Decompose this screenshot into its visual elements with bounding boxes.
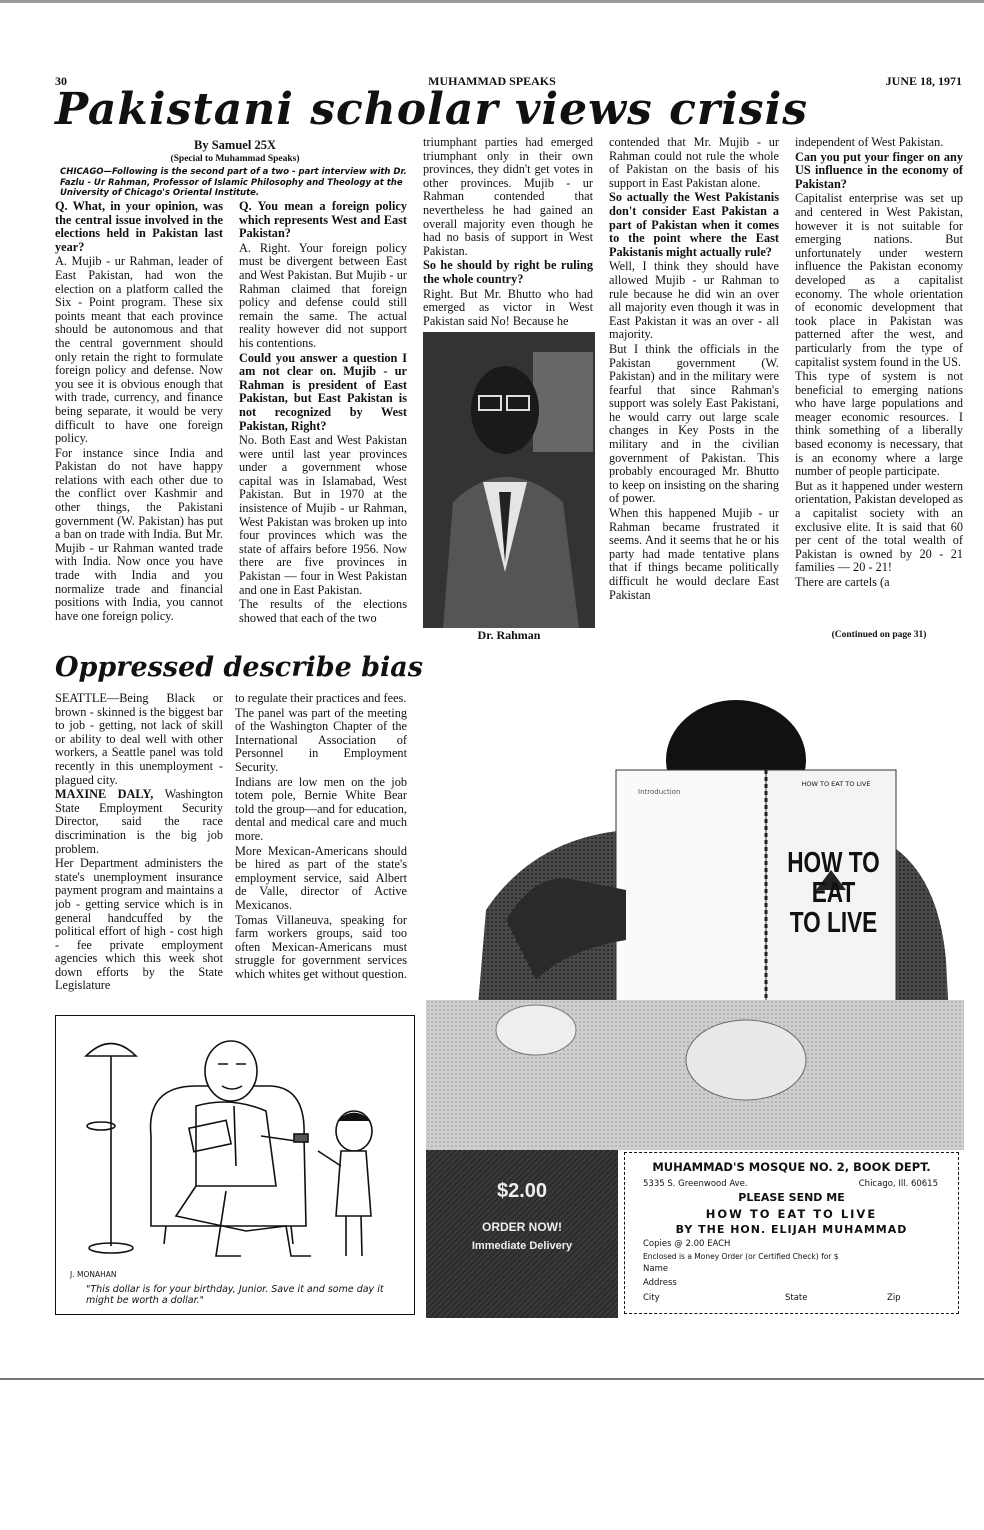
paragraph: Capitalist enterprise was set up and centered in West Pakistan, however it is not suitable for emerging nations. But unfortunately under western influence the Pakistan economy developed as a capitalist economy. The whole orientation of economic development that took place in Pakistan was patterned after the west, and particularly from the type of capitalist system found in the US. [795,191,963,369]
paragraph: SEATTLE—Being Black or brown - skinned is the biggest bar to job - getting, not lack of skill or ability to deal well with other workers, a Seattle panel was told recently in this unemployment - plagued city. [55,692,223,787]
coupon-copies: Copies @ 2.00 EACH [643,1239,731,1249]
coupon-enclosed: Enclosed is a Money Order (or Certified Check) for $ [643,1252,839,1261]
ad-illustration [426,680,964,1150]
paragraph: Tomas Villaneuva, speaking for farm workers groups, said too often Mexican-Americans must struggle for government services which whites get without question. [235,912,407,981]
cartoon-panel [55,1015,415,1315]
paragraph: to regulate their practices and fees. [235,692,407,705]
coupon-line3: BY THE HON. ELIJAH MUHAMMAD [675,1223,908,1236]
ad-photo [426,680,964,1150]
book-left-page-text: Introduction [638,788,681,796]
paragraph-text: Washington State Employment Security Director, said the race discrimination is the big job problem. [55,787,223,856]
paragraph: Q. What, in your opinion, was the central issue involved in the elections held in Pakistan last year? [55,200,223,254]
coupon-address: 5335 S. Greenwood Ave. [643,1179,748,1189]
article1-column-4 [609,136,779,642]
headline-oppressed-bias: Oppressed describe bias [55,652,424,683]
article-intro: CHICAGO—Following is the second part of a two - part interview with Dr. Fazlu - Ur Rahman, Professor of Islamic Philosophy and Theology at the University of Chicago's Oriental Institute. [60,167,407,198]
paragraph: The results of the elections showed that each of the two [239,597,407,625]
paragraph: A. Right. Your foreign policy must be divergent between East and West Pakistan. But Mujib - ur Rahman claimed that foreign policy and defense could still remain the same. The actual reality however did not support his contentions. [239,240,407,350]
paragraph: More Mexican-Americans should be hired as part of the state's employment service, said Albert de Valle, director of Active Mexicanos. [235,843,407,912]
paragraph: Right. But Mr. Bhutto who had emerged as victor in West Pakistan said No! Because he [423,286,593,328]
book-title-line: TO LIVE [789,907,878,939]
coupon-city-label: City [643,1293,660,1303]
scan-edge-top [0,0,984,3]
cartoon-signature: J. MONAHAN [70,1270,117,1279]
book-title [785,848,883,938]
byline-note: (Special to Muhammad Speaks) [170,154,300,164]
portrait-illustration [423,332,595,628]
page-number: 30 [55,74,67,88]
coupon-title: MUHAMMAD'S MOSQUE NO. 2, BOOK DEPT. [652,1160,931,1174]
paragraph: Q. You mean a foreign policy which represents West and East Pakistan? [239,200,407,241]
headline-pakistani-scholar: Pakistani scholar views crisis [55,84,809,135]
paragraph: So actually the West Pakistanis don't consider East Pakistan a part of Pakistan when it comes to the point where the East Pakistanis might actually rule? [609,190,779,259]
byline: By Samuel 25X [194,138,276,152]
continued-note: (Continued on page 31) [831,630,927,640]
issue-date: JUNE 18, 1971 [885,74,962,88]
coupon-city-state: Chicago, Ill. 60615 [858,1179,938,1189]
paragraph: Can you put your finger on any US influence in the economy of Pakistan? [795,149,963,191]
paragraph: triumphant parties had emerged triumphant only in their own provinces, they didn't get votes in other provinces. Mujib - ur Rahman contended that nevertheless he had gained an overall majority even though he had no basis of support in West Pakistan. [423,136,593,258]
book-title-line: EAT [811,877,856,909]
paragraph: Could you answer a question I am not clear on. Mujib - ur Rahman is president of East Pakistan, but East Pakistan is not recognized by West Pakistan, Right? [239,350,407,433]
paragraph: But as it happened under western orientation, Pakistan developed as a capitalist society with an exclusive elite. It is said that 60 per cent of the total wealth of Pakistan is owned by 20 - 21 families — 20 - 21! [795,478,963,575]
article2-column-1 [55,692,223,1008]
coupon-address-label: Address [643,1278,677,1288]
coupon-line1: PLEASE SEND ME [738,1191,845,1204]
lead-name: MAXINE DALY, [55,787,154,802]
cartoon-caption: "This dollar is for your birthday, Junior. Save it and some day it might be worth a dollar." [86,1284,384,1306]
coupon-zip-label: Zip [887,1293,901,1303]
paragraph [55,788,223,856]
paragraph: The panel was part of the meeting of the Washington Chapter of the International Association of Personnel in Employment Security. [235,705,407,774]
ad-delivery: Immediate Delivery [471,1240,573,1252]
paragraph: Well, I think they should have allowed Mujib - ur Rahman to rule because he did win an over all majority even though it was in East Pakistan it was an over - all majority. [609,259,779,342]
ad-price-panel [426,1150,618,1318]
article1-column-5 [795,136,963,626]
paragraph: When this happened Mujib - ur Rahman became frustrated it seems. And it seems that he or his party had made tentative plans that if things became politically difficult he would declare East Pakistan [609,506,779,602]
publication-name: MUHAMMAD SPEAKS [428,74,556,88]
coupon-name-label: Name [643,1264,669,1274]
paragraph: There are cartels (a [795,575,890,589]
book-title-line: HOW TO [787,847,880,879]
photo-caption: Dr. Rahman [477,628,541,642]
book-cover-top-text: HOW TO EAT TO LIVE [801,780,871,788]
coupon-line2: HOW TO EAT TO LIVE [705,1207,878,1221]
article1-column-3 [423,136,593,332]
paragraph: So he should by right be ruling the whole country? [423,258,593,286]
scan-edge-bottom [0,1378,984,1380]
paragraph: For instance since India and Pakistan do not have happy relations with each other due to the conflict over Kashmir and other things, the Pakistani government (W. Pakistan) has put a ban on trade with India. But Mr. Mujib - ur Rahman wanted trade with India. Now once you have trade with India and you normalize trade and financial positions with India, you cannot have one foreign policy. [55,445,223,623]
paragraph: Indians are low men on the job totem pole, Bernie White Bear told the group—and for education, dental and medical care and much more. [235,774,407,843]
ad-price: $2.00 [496,1180,548,1202]
paragraph: Her Department administers the state's unemployment insurance payment program and maintains a job - getting service which is in general handcuffed by the political effort of high - cost high - fee private employment agencies which this week shot down efforts by the State Legislature [55,856,223,993]
order-coupon [624,1152,959,1314]
ad-order-now: ORDER NOW! [482,1220,562,1234]
paragraph: This type of system is not beneficial to emerging nations who have large populations and meager economic resources. I think something of a liberally based economy is necessary, that is an economy where a large number of people participate. [795,369,963,479]
photo-dr-rahman [423,332,595,628]
paragraph: independent of West Pakistan. [795,136,944,149]
article1-column-2 [239,200,407,650]
paragraph: But I think the officials in the Pakistan government (W. Pakistan) and in the military were fearful that since Rahman's support was solely East Pakistani, he would carry out large scale changes in Key Posts in the military and in the civilian government of Pakistan. This probably encouraged Mr. Bhutto to keep on insisting on the sharing of power. [609,341,779,506]
paragraph: A. Mujib - ur Rahman, leader of East Pakistan, had won the election on a platform called the Six - Point program. These six points meant that each province should be autonomous and that the central government should only retain the right to formulate foreign policy and defense. Now you see it is obvious enough that with trade, currency, and finance being separate, it would be very difficult to have one foreign policy. [55,254,223,446]
paragraph: No. Both East and West Pakistan were until last year provinces under a government whose capital was in Islamabad, West Pakistan. But in 1970 at the insistence of Mujib - ur Rahman, West Pakistan was broken up into four provinces which was the state of affairs before 1956. Now there are five provinces in Pakistan — four in West Pakistan and one in East Pakistan. [239,433,407,597]
article1-column-1 [55,200,223,650]
cartoon-drawing [56,1016,414,1266]
paragraph: contended that Mr. Mujib - ur Rahman could not rule the whole of Pakistan on the basis of his support in East Pakistan alone. [609,136,779,190]
coupon-state-label: State [785,1293,808,1303]
article2-column-2 [235,692,407,1008]
